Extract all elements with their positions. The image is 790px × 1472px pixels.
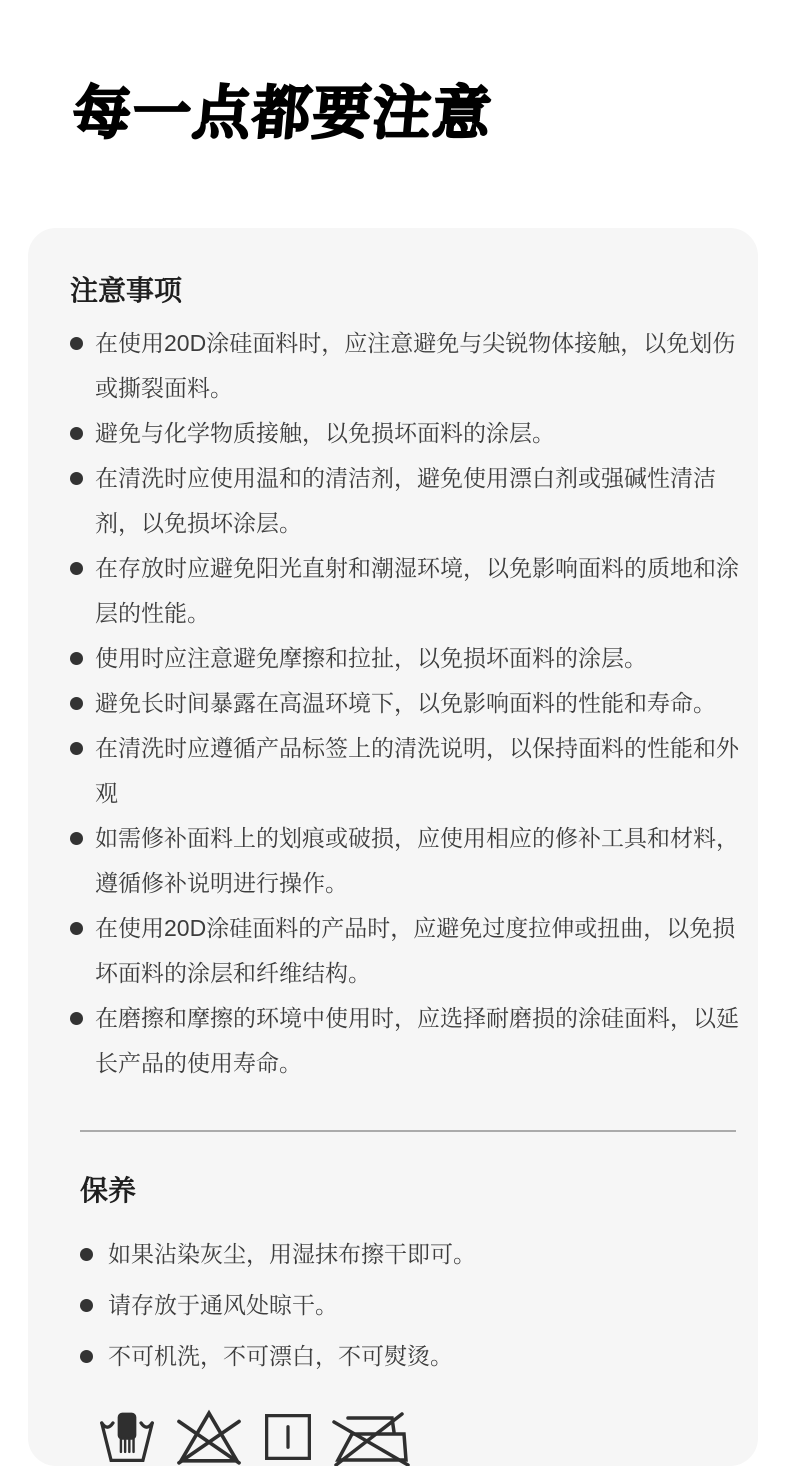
list-item	[70, 906, 742, 996]
item-text: 避免长时间暴露在高温环境下，以免影响面料的性能和寿命。	[95, 690, 716, 716]
item-text: 在存放时应避免阳光直射和潮湿环境，以免影响面料的质地和涂层的性能。	[95, 555, 739, 626]
hand-wash-icon	[98, 1408, 156, 1466]
bullet-icon	[80, 1299, 93, 1312]
item-text: 在磨擦和摩擦的环境中使用时，应选择耐磨损的涂硅面料，以延长产品的使用寿命。	[95, 1005, 739, 1076]
list-item	[80, 1280, 742, 1331]
page-title: 每一点都要注意	[69, 81, 496, 146]
item-text: 不可机洗，不可漂白，不可熨烫。	[108, 1343, 453, 1369]
list-item	[80, 1229, 742, 1280]
item-text: 使用时应注意避免摩擦和拉扯，以免损坏面料的涂层。	[95, 645, 647, 671]
bullet-icon	[70, 652, 83, 665]
item-text: 如果沾染灰尘，用湿抹布擦干即可。	[108, 1241, 476, 1267]
notice-card	[28, 228, 758, 1466]
list-item	[70, 726, 742, 816]
bullet-icon	[70, 337, 83, 350]
care-icons-row	[98, 1408, 742, 1466]
bullet-icon	[80, 1248, 93, 1261]
precautions-list	[70, 321, 742, 1086]
item-text: 请存放于通风处晾干。	[108, 1292, 338, 1318]
list-item	[70, 636, 742, 681]
drip-dry-icon	[262, 1411, 314, 1463]
item-text: 在清洗时应遵循产品标签上的清洗说明，以保持面料的性能和外观	[95, 735, 739, 806]
no-bleach-icon	[174, 1408, 244, 1466]
list-item	[70, 321, 742, 411]
precautions-section	[70, 274, 742, 1086]
care-section	[80, 1174, 742, 1466]
item-text: 避免与化学物质接触，以免损坏面料的涂层。	[95, 420, 555, 446]
bullet-icon	[70, 922, 83, 935]
bullet-icon	[70, 472, 83, 485]
item-text: 如需修补面料上的划痕或破损，应使用相应的修补工具和材料，遵循修补说明进行操作。	[95, 825, 739, 896]
item-text: 在使用20D涂硅面料的产品时，应避免过度拉伸或扭曲，以免损坏面料的涂层和纤维结构。	[95, 915, 736, 986]
bullet-icon	[70, 562, 83, 575]
precautions-heading: 注意事项	[70, 275, 183, 306]
item-text: 在使用20D涂硅面料时，应注意避免与尖锐物体接触，以免划伤或撕裂面料。	[95, 330, 736, 401]
list-item	[70, 456, 742, 546]
care-list	[80, 1229, 742, 1382]
list-item	[70, 816, 742, 906]
bullet-icon	[70, 1012, 83, 1025]
no-iron-icon	[332, 1408, 410, 1466]
bullet-icon	[80, 1350, 93, 1363]
bullet-icon	[70, 697, 83, 710]
care-heading: 保养	[80, 1175, 137, 1206]
bullet-icon	[70, 832, 83, 845]
bullet-icon	[70, 427, 83, 440]
list-item	[70, 681, 742, 726]
list-item	[70, 996, 742, 1086]
bullet-icon	[70, 742, 83, 755]
item-text: 在清洗时应使用温和的清洁剂，避免使用漂白剂或强碱性清洁剂，以免损坏涂层。	[95, 465, 716, 536]
list-item	[70, 411, 742, 456]
section-divider	[80, 1130, 736, 1132]
list-item	[70, 546, 742, 636]
list-item	[80, 1331, 742, 1382]
